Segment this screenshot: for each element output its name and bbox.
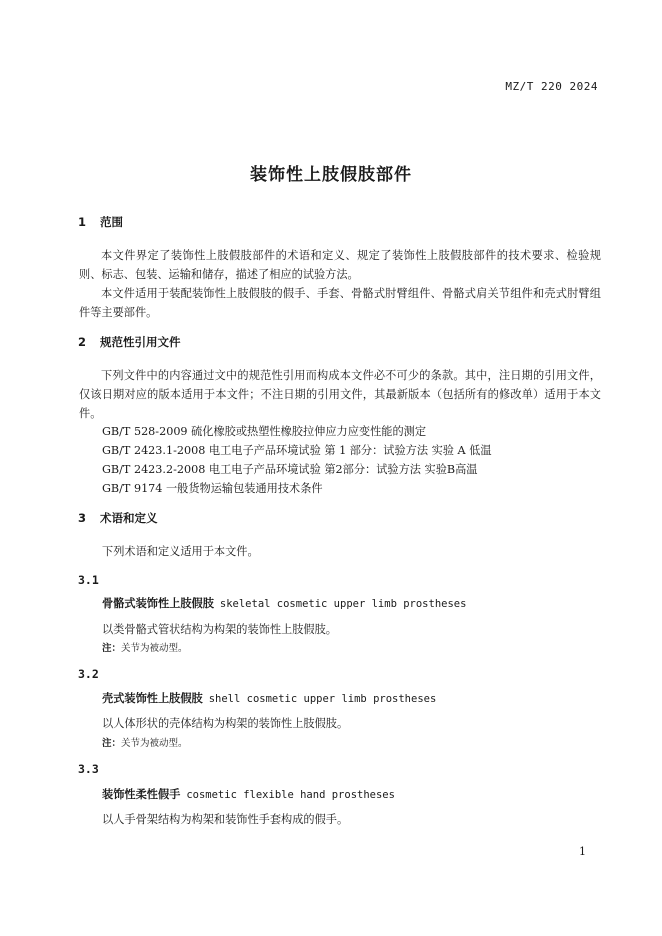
page-number: 1	[579, 845, 586, 858]
term-chinese: 骨骼式装饰性上肢假肢	[102, 597, 214, 610]
section-3-heading	[78, 510, 158, 526]
term-heading	[102, 595, 466, 611]
section-2-heading	[78, 334, 181, 350]
term-english: skeletal cosmetic upper limb prostheses	[219, 598, 467, 610]
term-definition: 以人手骨架结构为构架和装饰性手套构成的假手。	[102, 813, 349, 826]
section-number: 3	[78, 511, 87, 525]
term-number: 3.3	[78, 762, 99, 776]
standard-code: MZ/T 220 2024	[505, 80, 598, 93]
document-title: 装饰性上肢假肢部件	[250, 165, 412, 185]
section-1-heading	[78, 214, 123, 230]
term-definition: 以类骨骼式管状结构为构架的装饰性上肢假肢。	[102, 623, 337, 636]
section-number: 1	[78, 215, 87, 229]
section-title: 范围	[100, 215, 124, 229]
note-label: 注：	[102, 643, 122, 654]
term-definition: 以人体形状的壳体结构为构架的装饰性上肢假肢。	[102, 717, 349, 730]
scope-paragraph-2: 本文件适用于装配装饰性上肢假肢的假手、手套、骨骼式肘臂组件、骨骼式肩关节组件和壳式肘臂组件等主要部件。	[79, 287, 601, 319]
scope-paragraph-1: 本文件界定了装饰性上肢假肢部件的术语和定义、规定了装饰性上肢假肢部件的技术要求、检验规则、标志、包装、运输和储存，描述了相应的试验方法。	[79, 249, 601, 281]
section-number: 2	[78, 335, 87, 349]
note-text: 关节为被动型。	[121, 738, 188, 749]
term-english: shell cosmetic upper limb prostheses	[208, 693, 437, 705]
term-english: cosmetic flexible hand prostheses	[186, 789, 395, 801]
note-label: 注：	[102, 738, 122, 749]
term-heading	[102, 786, 395, 802]
term-number: 3.1	[78, 573, 99, 587]
normative-ref: GB/T 528-2009 硫化橡胶或热塑性橡胶拉伸应力应变性能的测定	[102, 425, 427, 438]
term-note	[102, 735, 188, 749]
term-heading	[102, 690, 436, 706]
section-title: 规范性引用文件	[100, 335, 181, 349]
term-chinese: 装饰性柔性假手	[102, 788, 181, 801]
section-title: 术语和定义	[100, 511, 158, 525]
term-note	[102, 640, 188, 654]
note-text: 关节为被动型。	[121, 643, 188, 654]
normative-ref: GB/T 2423.1-2008 电工电子产品环境试验 第 1 部分：试验方法 实验 A 低温	[102, 444, 492, 457]
normative-intro: 下列文件中的内容通过文中的规范性引用而构成本文件必不可少的条款。其中，注日期的引用文件，仅该日期对应的版本适用于本文件；不注日期的引用文件，其最新版本（包括所有的修改单）适用于本文件。	[79, 369, 601, 420]
normative-ref: GB/T 9174 一般货物运输包装通用技术条件	[102, 482, 323, 495]
normative-ref: GB/T 2423.2-2008 电工电子产品环境试验 第2部分：试验方法 实验B高温	[102, 463, 478, 476]
term-number: 3.2	[78, 667, 99, 681]
term-chinese: 壳式装饰性上肢假肢	[102, 692, 203, 705]
terms-intro: 下列术语和定义适用于本文件。	[102, 545, 259, 558]
